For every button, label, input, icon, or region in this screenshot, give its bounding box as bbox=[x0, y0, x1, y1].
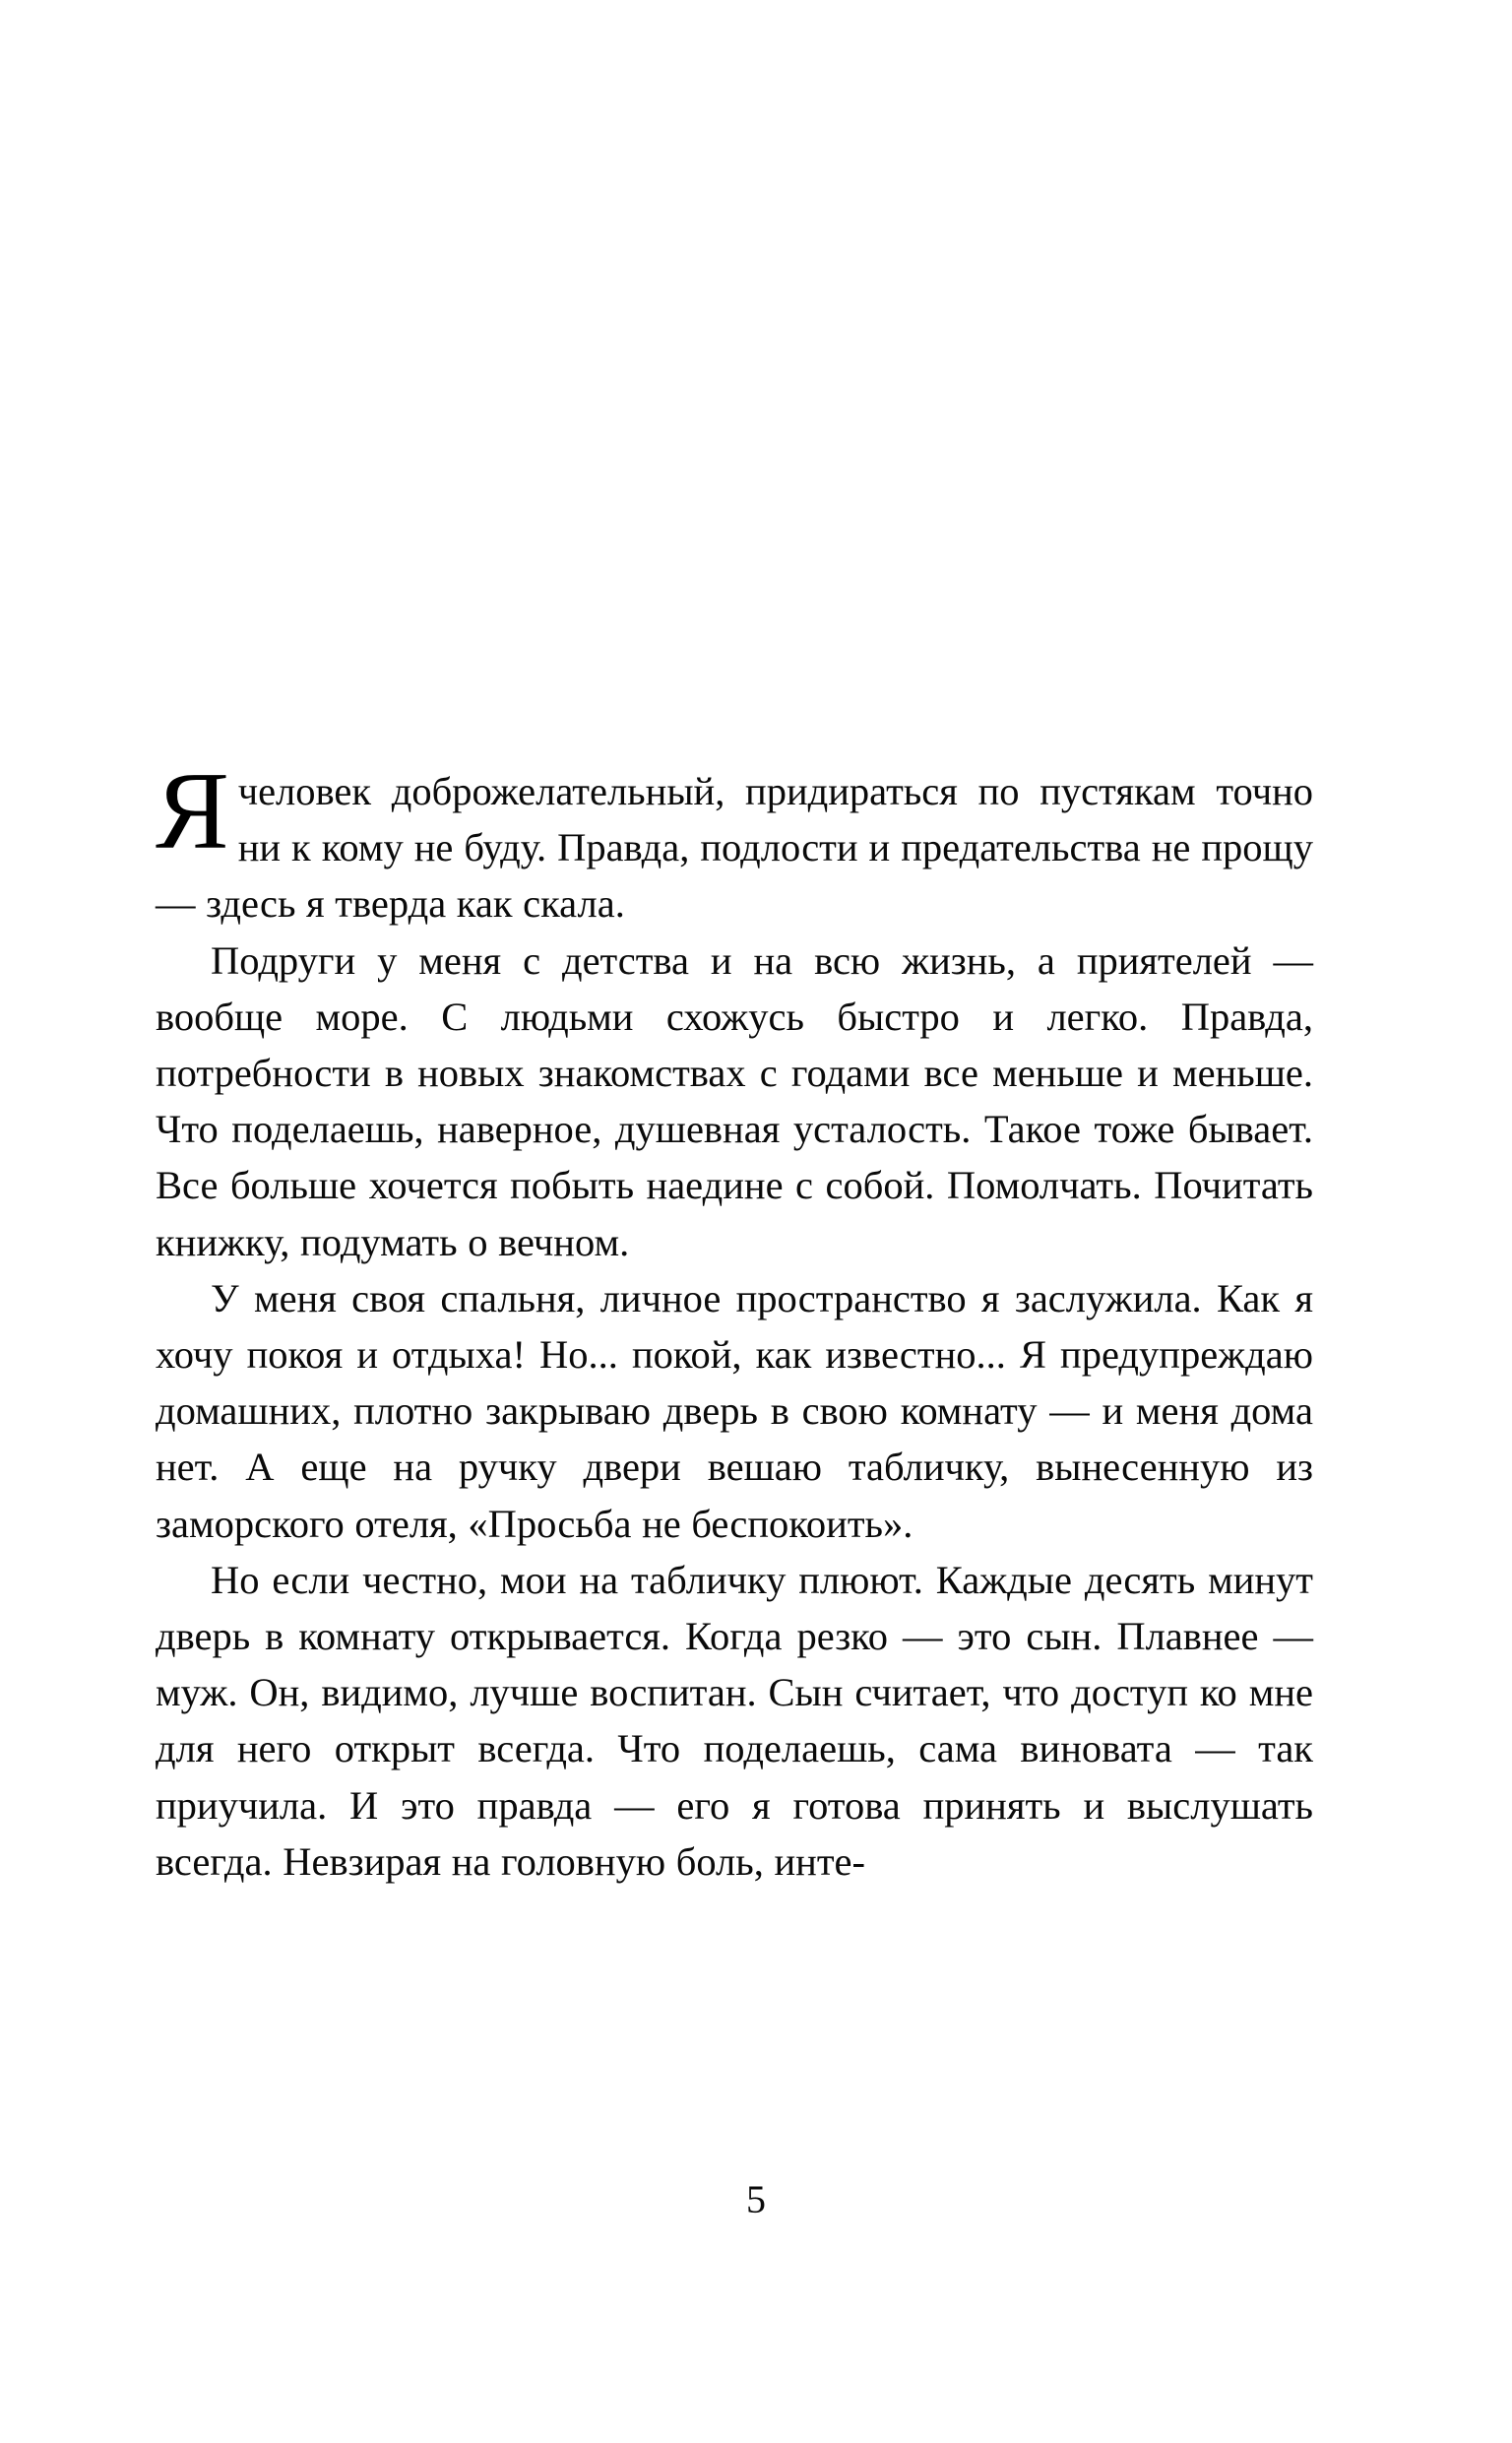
paragraph-4: Но если честно, мои на табличку плюют. Каждые десять минут дверь в комнату открывается. Когда резко — это сын. Плавнее — муж. Он, видимо, лучше воспитан. Сын считает, что доступ ко мне для него открыт всегда. Что поделаешь, сама виновата — так приучила. И это правда — его я готова принять и выслушать всегда. Невзирая на головную боль, инте- bbox=[156, 1557, 1313, 1884]
paragraph-1-text: человек доброжелательный, придираться по пустякам точно ни к кому не буду. Правда, подлости и предательства не прощу — здесь я тверда как скала. bbox=[156, 769, 1313, 927]
paragraph-1 bbox=[156, 750, 1313, 932]
drop-cap-letter: Я bbox=[156, 750, 229, 872]
page-number: 5 bbox=[746, 2177, 766, 2221]
paragraph-3: У меня своя спальня, личное пространство я заслужила. Как я хочу покоя и отдыха! Но... покой, как известно... Я предупреждаю домашних, плотно закрываю дверь в свою комнату — и меня дома нет. А еще на ручку двери вешаю табличку, вынесенную из заморского отеля, «Просьба не беспокоить». bbox=[156, 1275, 1313, 1546]
page-text-block bbox=[156, 750, 1313, 1890]
paragraph-2: Подруги у меня с детства и на всю жизнь, а приятелей — вообще море. С людьми схожусь быстро и легко. Правда, потребности в новых знакомствах с годами все меньше и меньше. Что поделаешь, наверное, душевная усталость. Такое тоже бывает. Все больше хочется побыть наедине с собой. Помолчать. Почитать книжку, подумать о вечном. bbox=[156, 937, 1313, 1264]
